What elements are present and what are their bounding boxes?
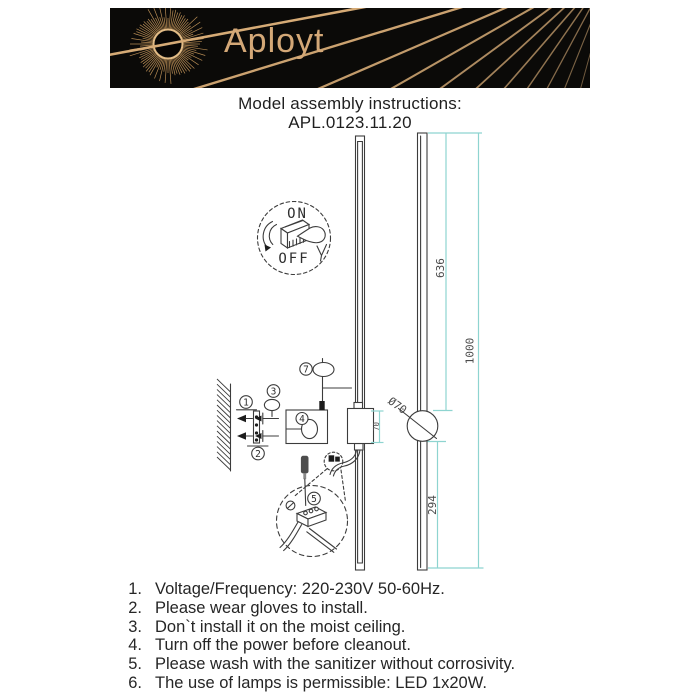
front-view-lamp	[356, 136, 365, 570]
callout-7-number: 7	[303, 364, 309, 376]
item-number: 5.	[128, 655, 142, 674]
item-text: Please wash with the sanitizer without corrosivity.	[155, 655, 516, 674]
item-text: The use of lamps is permissible: LED 1x20W.	[155, 673, 487, 692]
instruction-list	[118, 580, 678, 693]
callout-5-number: 5	[311, 493, 317, 505]
item-number: 4.	[128, 636, 142, 655]
mounting-bracket	[348, 403, 384, 451]
instruction-item	[118, 655, 678, 674]
instruction-item	[118, 618, 678, 637]
item-number: 1.	[128, 580, 142, 598]
item-text: Voltage/Frequency: 220-230V 50-60Hz.	[155, 580, 445, 598]
callout-4-number: 4	[299, 413, 305, 425]
switch-on-label: ON	[287, 206, 308, 222]
wall-hatch-pattern	[217, 379, 231, 470]
screwdriver-handle-icon	[301, 456, 309, 474]
canopy-circle	[407, 411, 438, 442]
item-number: 6.	[128, 673, 142, 692]
item-number: 3.	[128, 617, 142, 636]
wiring-detail-circle	[277, 456, 348, 557]
brand-name: Aployt	[224, 22, 325, 60]
instruction-item	[118, 599, 678, 618]
page-title: Model assembly instructions:	[238, 94, 462, 113]
callout-3-number: 3	[270, 386, 277, 398]
screwdriver-neck-icon	[303, 473, 306, 479]
dim-lower-length: 294	[426, 495, 439, 515]
dim-canopy-diameter: Ø70	[385, 394, 410, 417]
callout-1-number: 1	[243, 397, 249, 409]
dim-bar-length: 636	[434, 258, 447, 278]
item-text: Turn off the power before cleanout.	[155, 636, 411, 655]
dim-bracket-width: 70	[372, 421, 381, 432]
dim-total-length: 1000	[463, 337, 477, 365]
arrow-left-icon	[237, 432, 246, 439]
item-text: Please wear gloves to install.	[155, 598, 368, 617]
callout-2-number: 2	[255, 448, 261, 460]
switch-off-label: OFF	[278, 251, 310, 267]
dimension-annotations	[426, 133, 484, 568]
screw-top-view-icon	[264, 399, 279, 410]
connector-icon	[329, 455, 335, 461]
plug-icon	[319, 401, 324, 410]
switch-detail-circle	[258, 202, 331, 275]
connector-icon	[335, 457, 340, 462]
instruction-item	[118, 636, 678, 655]
item-number: 2.	[128, 598, 142, 617]
canopy-ring-diagram	[300, 359, 352, 411]
wall-mounting-diagram	[217, 379, 280, 471]
item-text: Don`t install it on the moist ceiling.	[155, 617, 406, 636]
driver-box-diagram	[286, 410, 328, 444]
arrow-left-icon	[237, 415, 246, 422]
model-number: APL.0123.11.20	[288, 113, 412, 132]
instruction-item	[118, 674, 678, 693]
rotate-arrow-icon	[263, 222, 272, 248]
screwdriver-shaft-icon	[305, 479, 306, 505]
instruction-item	[118, 580, 678, 599]
mounting-ring-icon	[313, 363, 334, 377]
